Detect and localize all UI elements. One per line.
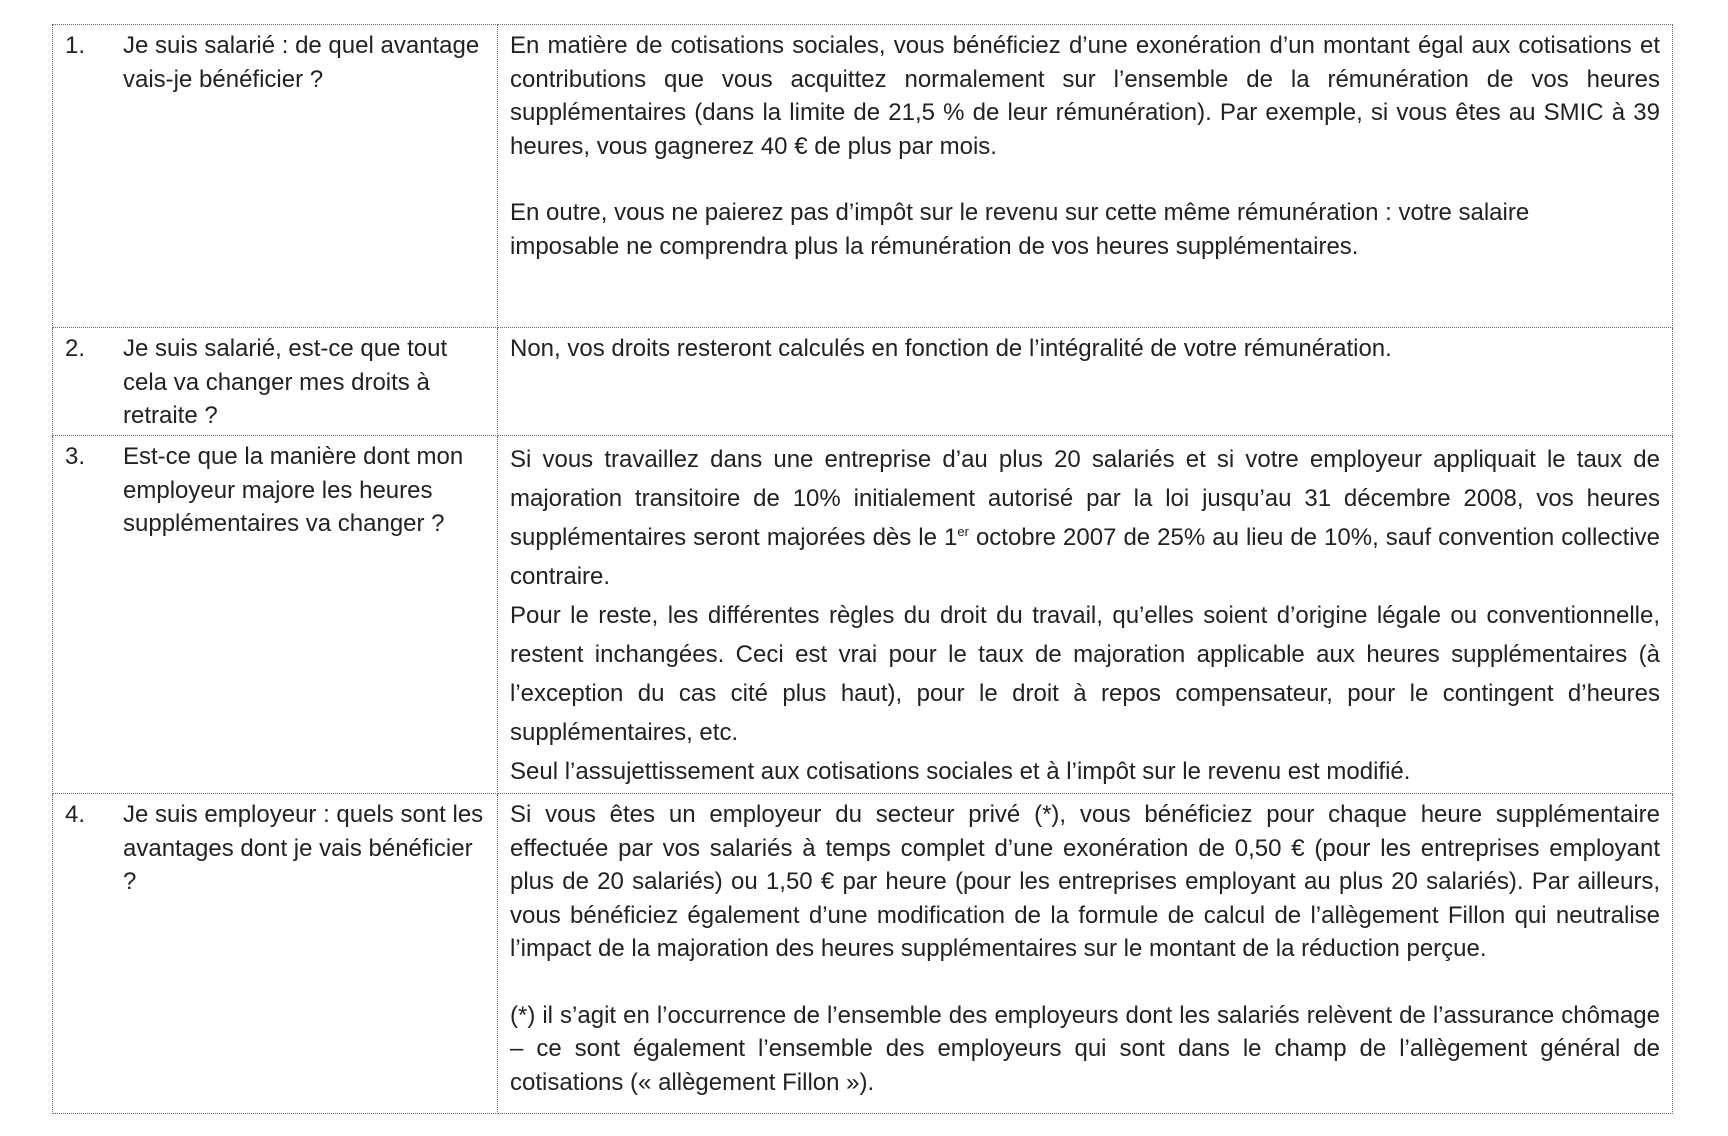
answer-text: octobre 2007 de 25% au lieu de 10%, sauf convention collective contraire. xyxy=(510,524,1660,590)
question-number: 3. xyxy=(65,443,86,470)
answer-cell xyxy=(498,794,1673,1114)
faq-table xyxy=(52,24,1673,1114)
answer-paragraph: (*) il s’agit en l’occurrence de l’ensemble des employeurs dont les salariés relèvent de l’assurance chômage – ce sont également l’ensemble des employeurs qui sont dans le champ de l’allègement général de cotisations (« allègement Fillon »). xyxy=(510,1001,1660,1096)
question-cell xyxy=(53,436,498,794)
question-number: 2. xyxy=(65,335,86,362)
answer-paragraph: Seul l’assujettissement aux cotisations sociales et à l’impôt sur le revenu est modifié. xyxy=(510,758,1411,785)
table-row xyxy=(53,328,1673,436)
question-text: Est-ce que la manière dont mon employeur majore les heures supplémentaires va changer ? xyxy=(123,443,464,537)
question-cell xyxy=(53,328,498,436)
answer-paragraph: Pour le reste, les différentes règles du droit du travail, qu’elles soient d’origine légale ou conventionnelle, restent inchangées. Ceci est vrai pour le taux de majoration applicable aux heures supplémentaires (à l’exception du cas cité plus haut), pour le droit à repos compensateur, pour le contingent d’heures supplémentaires, etc. xyxy=(510,602,1660,746)
question-number: 1. xyxy=(65,32,86,59)
answer-paragraph: Non, vos droits resteront calculés en fonction de l’intégralité de votre rémunération. xyxy=(510,335,1392,362)
answer-cell xyxy=(498,436,1673,794)
question-cell xyxy=(53,794,498,1114)
answer-paragraph: En matière de cotisations sociales, vous bénéficiez d’une exonération d’un montant égal aux cotisations et contributions que vous acquittez normalement sur l’ensemble de la rémunération de vos heures supplémentaires (dans la limite de 21,5 % de leur rémunération). Par exemple, si vous êtes au SMIC à 39 heures, vous gagnerez 40 € de plus par mois. xyxy=(510,32,1660,160)
question-text: Je suis salarié, est-ce que tout cela va changer mes droits à retraite ? xyxy=(123,335,448,429)
table-row xyxy=(53,25,1673,328)
answer-cell xyxy=(498,328,1673,436)
answer-paragraph: En outre, vous ne paierez pas d’impôt sur le revenu sur cette même rémunération : votre salaire imposable ne comprendra plus la rémunération de vos heures supplémentaires. xyxy=(510,199,1530,260)
question-number: 4. xyxy=(65,801,86,828)
question-text: Je suis employeur : quels sont les avantages dont je vais bénéficier ? xyxy=(123,801,484,895)
answer-cell xyxy=(498,25,1673,328)
table-row xyxy=(53,436,1673,794)
question-cell xyxy=(53,25,498,328)
question-text: Je suis salarié : de quel avantage vais-je bénéficier ? xyxy=(123,32,480,93)
answer-text: Si vous travaillez dans une entreprise d’au plus 20 salariés et si votre employeur appliquait le taux de majoration transitoire de 10% initialement autorisé par la loi jusqu’au 31 décembre 2008, vos heures supplémentaires seront majorées dès le 1 xyxy=(510,446,1660,551)
table-row xyxy=(53,794,1673,1114)
answer-paragraph: Si vous êtes un employeur du secteur privé (*), vous bénéficiez pour chaque heure supplémentaire effectuée par vos salariés à temps complet d’une exonération de 0,50 € (pour les entreprises employant plus de 20 salariés) ou 1,50 € par heure (pour les entreprises employant au plus 20 salariés). Par ailleurs, vous bénéficiez également d’une modification de la formule de calcul de l’allègement Fillon qui neutralise l’impact de la majoration des heures supplémentaires sur le montant de la réduction perçue. xyxy=(510,801,1660,962)
answer-paragraph xyxy=(510,440,1660,596)
ordinal-superscript: er xyxy=(957,524,969,539)
